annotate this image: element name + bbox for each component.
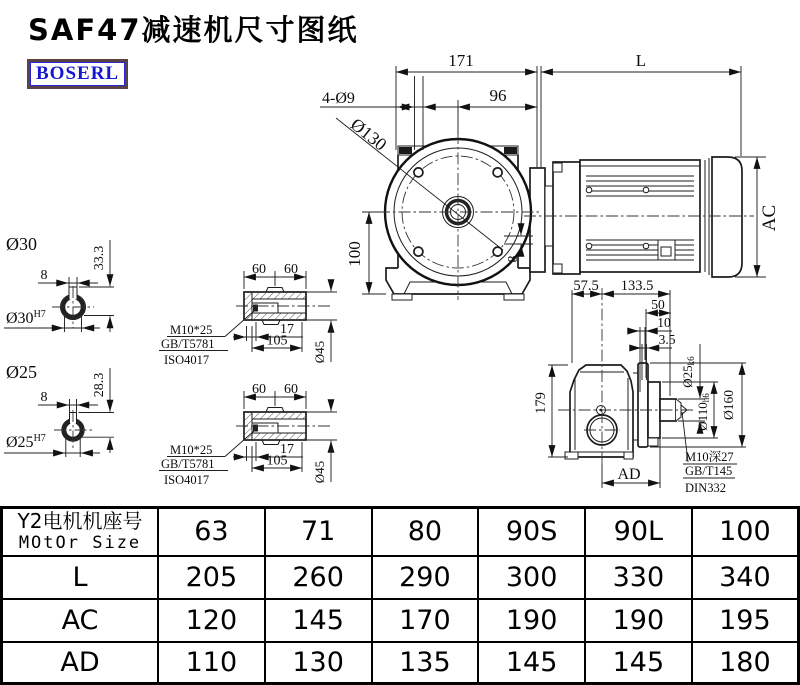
note-bolt: M10*25 bbox=[170, 443, 213, 457]
cell: 195 bbox=[692, 599, 799, 642]
note-bolt: M10*25 bbox=[170, 323, 213, 337]
bore-spec: $Ø30^{H7}$ bbox=[6, 309, 46, 327]
bore-detail-d25 bbox=[4, 362, 114, 457]
note-din332: DIN332 bbox=[685, 481, 726, 495]
dim-133-5: 133.5 bbox=[620, 278, 654, 294]
table-row-L bbox=[2, 556, 799, 599]
note-gbt145: GB/T145 bbox=[685, 464, 733, 478]
dim-10: 10 bbox=[657, 315, 671, 330]
bore-detail-d30 bbox=[4, 234, 114, 332]
cell: 205 bbox=[158, 556, 265, 599]
key-width: 8 bbox=[40, 268, 48, 283]
gearbox-side-view bbox=[558, 288, 695, 466]
dim-105: 105 bbox=[266, 333, 288, 349]
bolt-hole bbox=[414, 168, 423, 177]
dim-60: 60 bbox=[252, 262, 266, 277]
cell: 330 bbox=[585, 556, 692, 599]
motor-size-header-cn: Y2电机机座号 bbox=[17, 509, 143, 534]
bore-spec: $Ø25^{H7}$ bbox=[6, 433, 46, 451]
note-tap: M10深27 bbox=[685, 450, 734, 464]
top-dimensions bbox=[320, 51, 780, 294]
cell: 340 bbox=[692, 556, 799, 599]
col-header: 100 bbox=[692, 508, 799, 556]
cell: 290 bbox=[372, 556, 479, 599]
brand-logo-text: BOSERL bbox=[30, 62, 125, 86]
bolt-hole bbox=[493, 168, 502, 177]
cell: 120 bbox=[158, 599, 265, 642]
col-header: 71 bbox=[265, 508, 372, 556]
dim-60: 60 bbox=[284, 382, 298, 397]
label-bolt-holes: 4-Ø9 bbox=[322, 90, 355, 107]
note-standard: GB/T5781 bbox=[161, 337, 215, 351]
cell: 180 bbox=[692, 642, 799, 684]
dim-17: 17 bbox=[280, 322, 294, 337]
dim-3-5: 3.5 bbox=[658, 332, 676, 347]
dim-179: 179 bbox=[533, 392, 549, 414]
dimension-table bbox=[0, 506, 800, 685]
key-width: 8 bbox=[40, 390, 48, 405]
col-header: 63 bbox=[158, 508, 265, 556]
dim-d45: Ø45 bbox=[312, 340, 327, 364]
dim-17: 17 bbox=[280, 442, 294, 457]
dim-AD: AD bbox=[617, 466, 641, 483]
key-depth: 33.3 bbox=[92, 245, 107, 271]
cell: 260 bbox=[265, 556, 372, 599]
table-row-AC bbox=[2, 599, 799, 642]
cell: 145 bbox=[585, 642, 692, 684]
row-label: AD bbox=[2, 642, 159, 684]
dim-60: 60 bbox=[284, 262, 298, 277]
dim-AC: AC bbox=[759, 204, 780, 232]
col-header: 80 bbox=[372, 508, 479, 556]
key-depth: 28.3 bbox=[92, 372, 107, 398]
table-row-header bbox=[2, 508, 799, 556]
dim-shaft-dia: Ø25k6 bbox=[680, 356, 696, 388]
col-header: 90S bbox=[478, 508, 585, 556]
bolt-hole bbox=[414, 247, 423, 256]
cell: 190 bbox=[478, 599, 585, 642]
dim-60: 60 bbox=[252, 382, 266, 397]
note-iso: ISO4017 bbox=[164, 353, 210, 367]
dim-8-flange: 8 bbox=[505, 255, 520, 263]
dim-50: 50 bbox=[651, 297, 665, 312]
label-flange-diameter: Ø130 bbox=[346, 114, 391, 155]
row-label: L bbox=[2, 556, 159, 599]
page-title: SAF47减速机尺寸图纸 bbox=[28, 13, 359, 47]
fan-cover bbox=[712, 157, 742, 277]
cell: 110 bbox=[158, 642, 265, 684]
note-iso: ISO4017 bbox=[164, 473, 210, 487]
cell: 190 bbox=[585, 599, 692, 642]
dim-spigot-dia: Ø110h6 bbox=[695, 393, 711, 431]
dim-L: L bbox=[635, 51, 647, 70]
motor-size-header-en: MOtOr Size bbox=[18, 533, 142, 554]
cell: 300 bbox=[478, 556, 585, 599]
cell: 145 bbox=[265, 599, 372, 642]
dim-flange-dia: Ø160 bbox=[721, 390, 736, 420]
cell: 170 bbox=[372, 599, 479, 642]
dim-171: 171 bbox=[448, 51, 474, 70]
dim-d45: Ø45 bbox=[312, 460, 327, 484]
dim-100: 100 bbox=[345, 241, 364, 267]
note-standard: GB/T5781 bbox=[161, 457, 215, 471]
bore-title: Ø30 bbox=[6, 234, 37, 254]
hollow-shaft-section-top bbox=[159, 262, 337, 367]
col-header: 90L bbox=[585, 508, 692, 556]
dim-105: 105 bbox=[266, 453, 288, 469]
cell: 130 bbox=[265, 642, 372, 684]
cell: 145 bbox=[478, 642, 585, 684]
dim-96: 96 bbox=[489, 86, 507, 105]
dim-57-5: 57.5 bbox=[573, 278, 599, 294]
row-label: AC bbox=[2, 599, 159, 642]
table-row-AD bbox=[2, 642, 799, 684]
motor-side-profile bbox=[524, 157, 754, 277]
bore-title: Ø25 bbox=[6, 362, 37, 382]
hollow-shaft-section-bottom bbox=[159, 382, 337, 487]
cell: 135 bbox=[372, 642, 479, 684]
